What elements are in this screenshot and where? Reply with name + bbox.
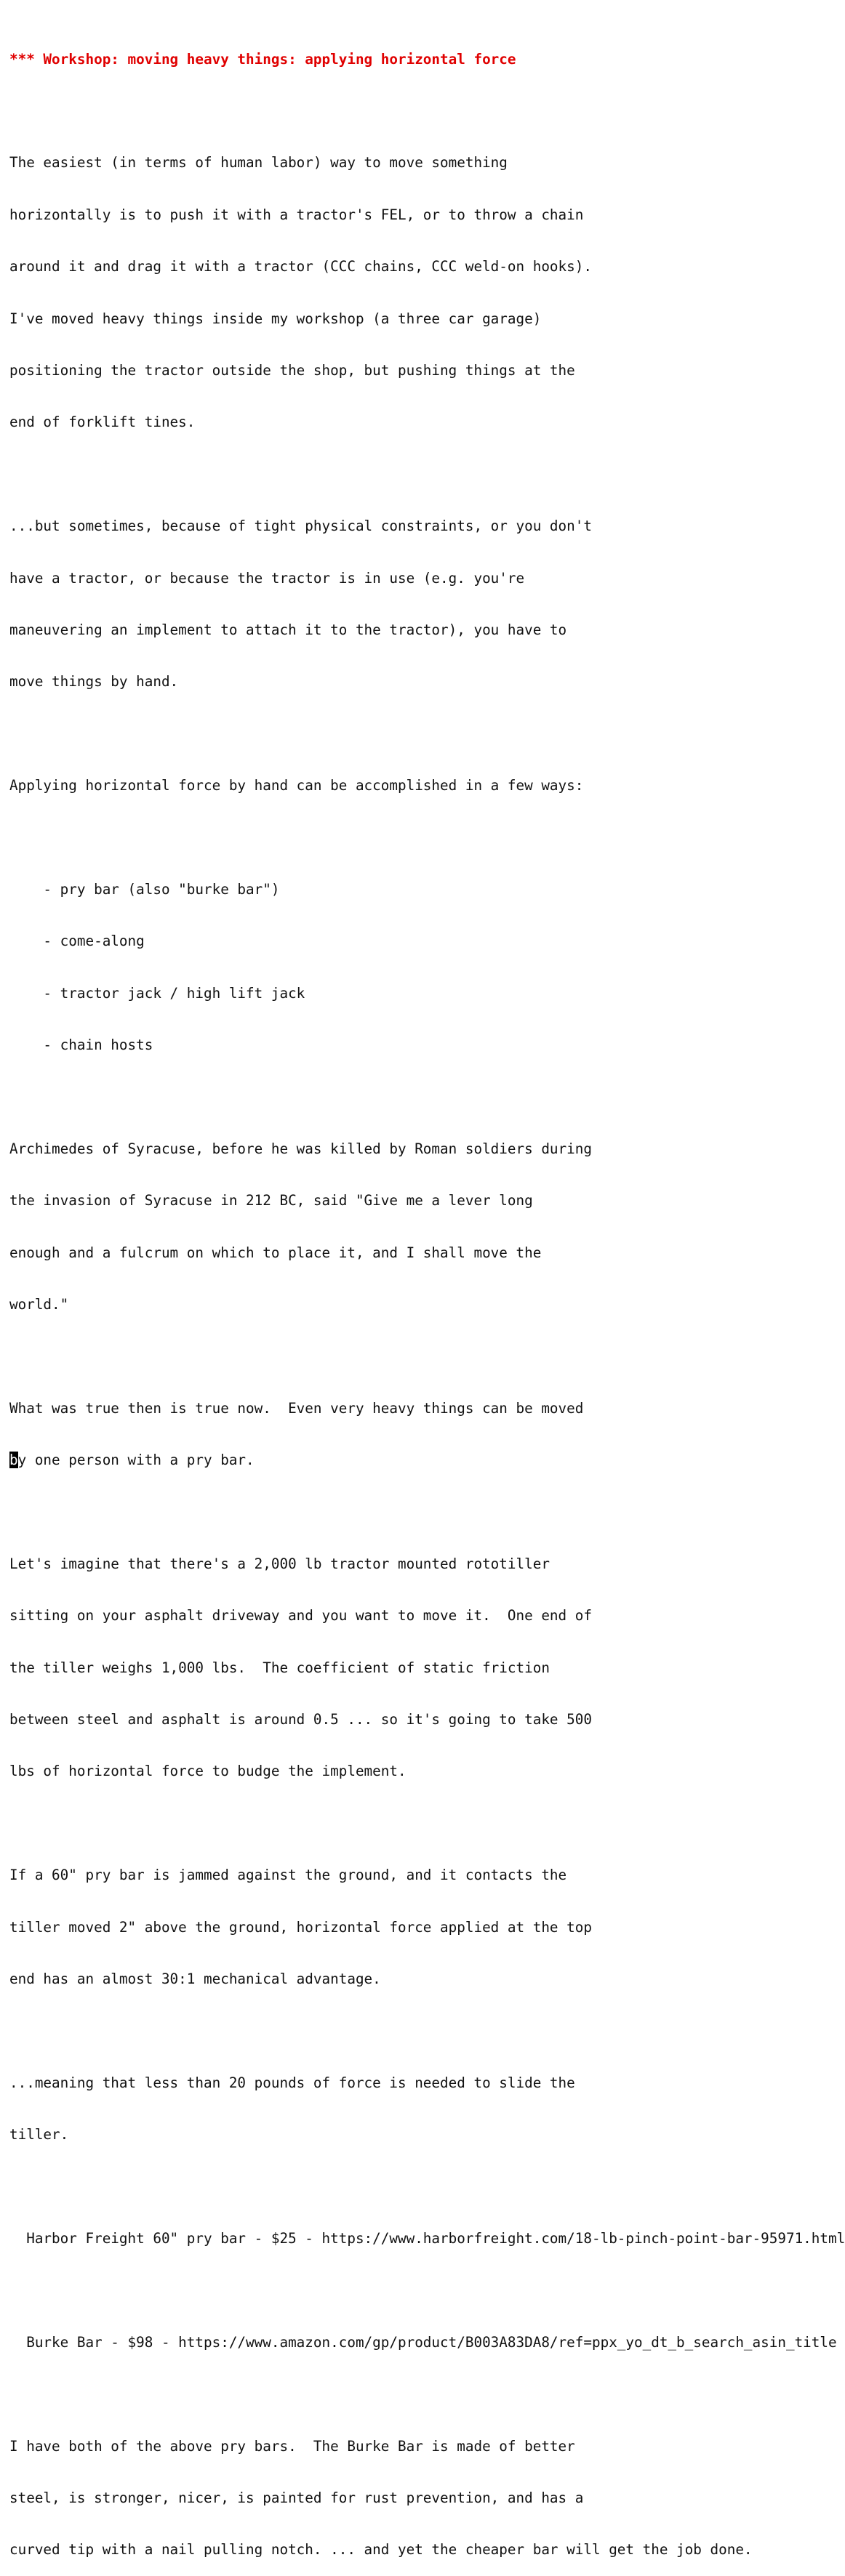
text-line <box>9 2282 807 2299</box>
text-line: steel, is stronger, nicer, is painted for rust prevention, and has a <box>9 2489 584 2506</box>
text-line <box>9 2022 807 2040</box>
text-cursor[interactable]: b <box>9 1452 18 1469</box>
list-item: - chain hosts <box>9 1037 153 1054</box>
text-line: ...meaning that less than 20 pounds of force is needed to slide the <box>9 2074 575 2091</box>
link-line-harbor-freight[interactable]: Harbor Freight 60" pry bar - $25 - https://www.harborfreight.com/18-lb-pinch-point-bar-95971.html <box>9 2230 845 2247</box>
list-item: - come-along <box>9 933 145 950</box>
text-line <box>9 725 807 743</box>
text-line: The easiest (in terms of human labor) way to move something <box>9 154 508 172</box>
list-item: - pry bar (also "burke bar") <box>9 880 280 898</box>
text-line <box>9 829 807 846</box>
text-line: the tiller weighs 1,000 lbs. The coefficient of static friction <box>9 1659 550 1676</box>
text-line <box>9 2386 807 2403</box>
text-line: enough and a fulcrum on which to place it, and I shall move the <box>9 1244 542 1261</box>
text-line: end of forklift tines. <box>9 414 196 431</box>
text-line: end has an almost 30:1 mechanical advantage. <box>9 1971 381 1988</box>
text-line <box>9 1504 807 1521</box>
text-line: horizontally is to push it with a tractor's FEL, or to throw a chain <box>9 206 584 223</box>
cursor-line <box>9 1452 807 1469</box>
text-line: Applying horizontal force by hand can be accomplished in a few ways: <box>9 777 584 794</box>
text-line: around it and drag it with a tractor (CCC chains, CCC weld-on hooks). <box>9 258 592 275</box>
text-line: If a 60" pry bar is jammed against the ground, and it contacts the <box>9 1867 567 1884</box>
text-line: between steel and asphalt is around 0.5 ... so it's going to take 500 <box>9 1711 592 1728</box>
text-line <box>9 1815 807 1832</box>
text-line: ...but sometimes, because of tight physical constraints, or you don't <box>9 518 592 535</box>
text-line: world." <box>9 1295 69 1313</box>
text-line: lbs of horizontal force to budge the implement. <box>9 1763 407 1780</box>
list-item: - tractor jack / high lift jack <box>9 984 305 1002</box>
text-line: positioning the tractor outside the shop, but pushing things at the <box>9 361 575 379</box>
cursor-line-rest: y one person with a pry bar. <box>17 1452 255 1469</box>
text-line <box>9 102 807 120</box>
text-line: have a tractor, or because the tractor is in use (e.g. you're <box>9 569 525 587</box>
text-line: the invasion of Syracuse in 212 BC, said "Give me a lever long <box>9 1192 533 1209</box>
text-line: move things by hand. <box>9 673 179 691</box>
text-line: Let's imagine that there's a 2,000 lb tractor mounted rototiller <box>9 1555 550 1572</box>
text-line: sitting on your asphalt driveway and you want to move it. One end of <box>9 1607 592 1625</box>
text-editor[interactable] <box>9 16 845 2576</box>
document-heading: *** Workshop: moving heavy things: applying horizontal force <box>9 50 516 68</box>
text-line: What was true then is true now. Even very heavy things can be moved <box>9 1399 584 1417</box>
text-line <box>9 1348 807 1365</box>
text-line: tiller. <box>9 2126 69 2144</box>
text-line: tiller moved 2" above the ground, horizontal force applied at the top <box>9 1918 592 1936</box>
text-line <box>9 466 807 483</box>
text-line <box>9 1088 807 1106</box>
text-line: I've moved heavy things inside my workshop (a three car garage) <box>9 310 542 327</box>
text-line <box>9 2178 807 2196</box>
text-line: maneuvering an implement to attach it to the tractor), you have to <box>9 621 567 638</box>
link-line-burke-bar[interactable]: Burke Bar - $98 - https://www.amazon.com/gp/product/B003A83DA8/ref=ppx_yo_dt_b_search_asin_title <box>9 2333 837 2351</box>
text-line: I have both of the above pry bars. The Burke Bar is made of better <box>9 2437 575 2455</box>
text-line: Archimedes of Syracuse, before he was killed by Roman soldiers during <box>9 1140 592 1157</box>
text-line: curved tip with a nail pulling notch. ... and yet the cheaper bar will get the job done. <box>9 2541 753 2559</box>
